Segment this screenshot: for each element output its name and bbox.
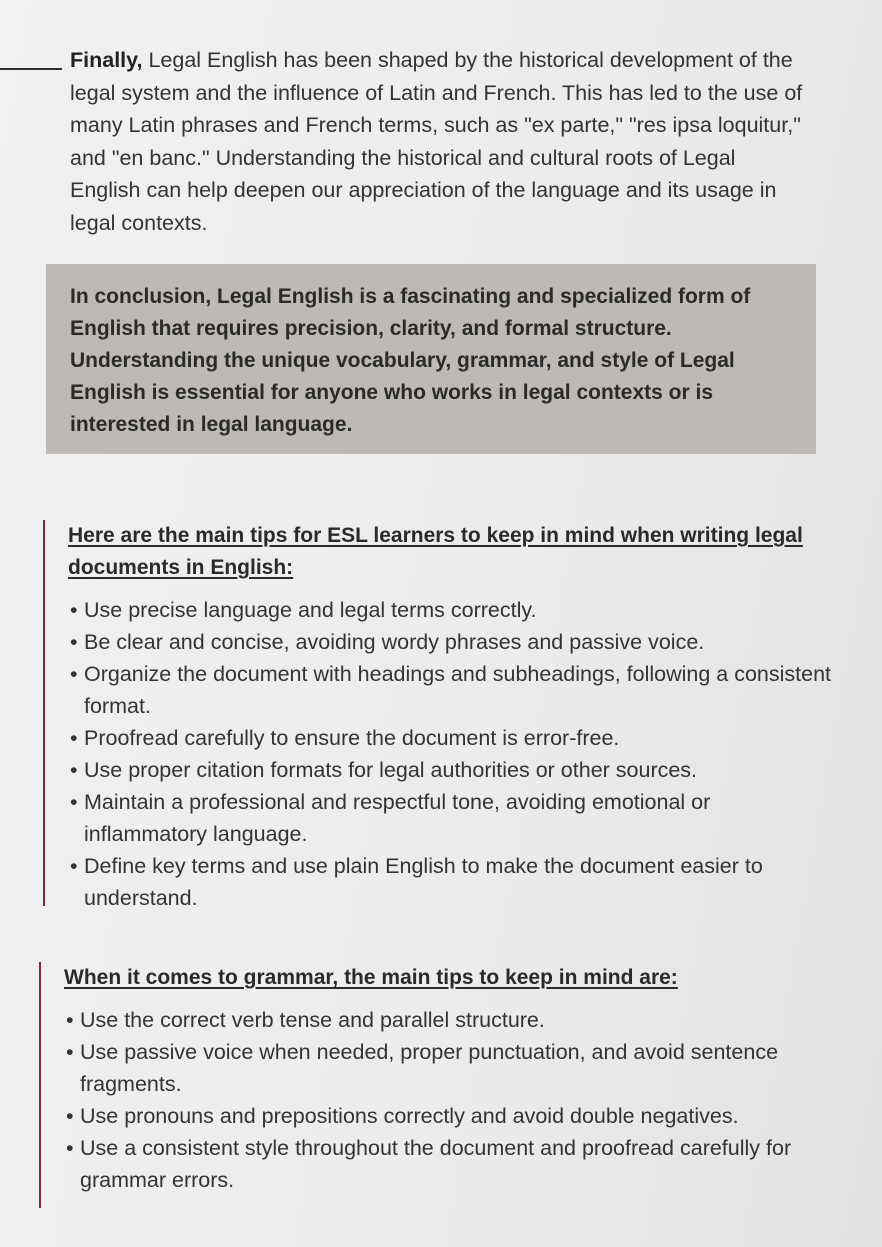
grammar-tips-list xyxy=(64,1004,839,1196)
bullet-icon: • xyxy=(70,662,78,686)
bullet-icon: • xyxy=(70,630,78,654)
intro-body-text: Legal English has been shaped by the historical development of the legal system and the influence of Latin and French. This has led to the use of many Latin phrases and French terms, such as "ex parte," "res ipsa loquitur," and "en banc." Understanding the historical and cultural roots of Legal English can help deepen our appreciation of the language and its usage in legal contexts. xyxy=(70,48,803,235)
conclusion-callout xyxy=(46,264,816,454)
list-item-text: Use pronouns and prepositions correctly and avoid double negatives. xyxy=(80,1104,739,1128)
intro-lead-word: Finally, xyxy=(70,48,143,72)
list-item xyxy=(68,786,833,850)
bullet-icon: • xyxy=(66,1104,74,1128)
writing-tips-list xyxy=(68,594,833,914)
bullet-icon: • xyxy=(70,598,78,622)
list-item xyxy=(68,722,833,754)
list-item-text: Use a consistent style throughout the document and proofread carefully for grammar errors. xyxy=(80,1136,792,1192)
grammar-tips-heading: When it comes to grammar, the main tips to keep in mind are: xyxy=(64,966,678,989)
list-item-text: Use passive voice when needed, proper punctuation, and avoid sentence fragments. xyxy=(80,1040,779,1096)
intro-divider-line xyxy=(0,68,62,70)
list-item xyxy=(64,1100,839,1132)
bullet-icon: • xyxy=(66,1008,74,1032)
writing-tips-section xyxy=(43,520,833,910)
bullet-icon: • xyxy=(70,790,78,814)
list-item-text: Use proper citation formats for legal authorities or other sources. xyxy=(84,758,698,782)
intro-paragraph xyxy=(70,44,810,239)
list-item-text: Proofread carefully to ensure the document is error-free. xyxy=(84,726,620,750)
list-item-text: Be clear and concise, avoiding wordy phrases and passive voice. xyxy=(84,630,705,654)
list-item xyxy=(64,1132,839,1196)
list-item xyxy=(68,626,833,658)
bullet-icon: • xyxy=(66,1040,74,1064)
list-item xyxy=(64,1036,839,1100)
bullet-icon: • xyxy=(70,758,78,782)
grammar-tips-section xyxy=(39,962,839,1208)
list-item xyxy=(68,754,833,786)
list-item xyxy=(68,850,833,914)
bullet-icon: • xyxy=(66,1136,74,1160)
list-item xyxy=(68,594,833,626)
list-item xyxy=(64,1004,839,1036)
list-item-text: Use the correct verb tense and parallel structure. xyxy=(80,1008,545,1032)
list-item-text: Organize the document with headings and subheadings, following a consistent format. xyxy=(84,662,832,718)
writing-tips-heading: Here are the main tips for ESL learners to keep in mind when writing legal documents in English: xyxy=(68,524,803,579)
bullet-icon: • xyxy=(70,854,78,878)
list-item-text: Maintain a professional and respectful tone, avoiding emotional or inflammatory language. xyxy=(84,790,711,846)
bullet-icon: • xyxy=(70,726,78,750)
list-item xyxy=(68,658,833,722)
list-item-text: Define key terms and use plain English to make the document easier to understand. xyxy=(84,854,763,910)
conclusion-text: In conclusion, Legal English is a fascinating and specialized form of English that requires precision, clarity, and formal structure. Understanding the unique vocabulary, grammar, and style of Legal English is essential for anyone who works in legal contexts or is interested in legal language. xyxy=(70,285,751,436)
list-item-text: Use precise language and legal terms correctly. xyxy=(84,598,537,622)
